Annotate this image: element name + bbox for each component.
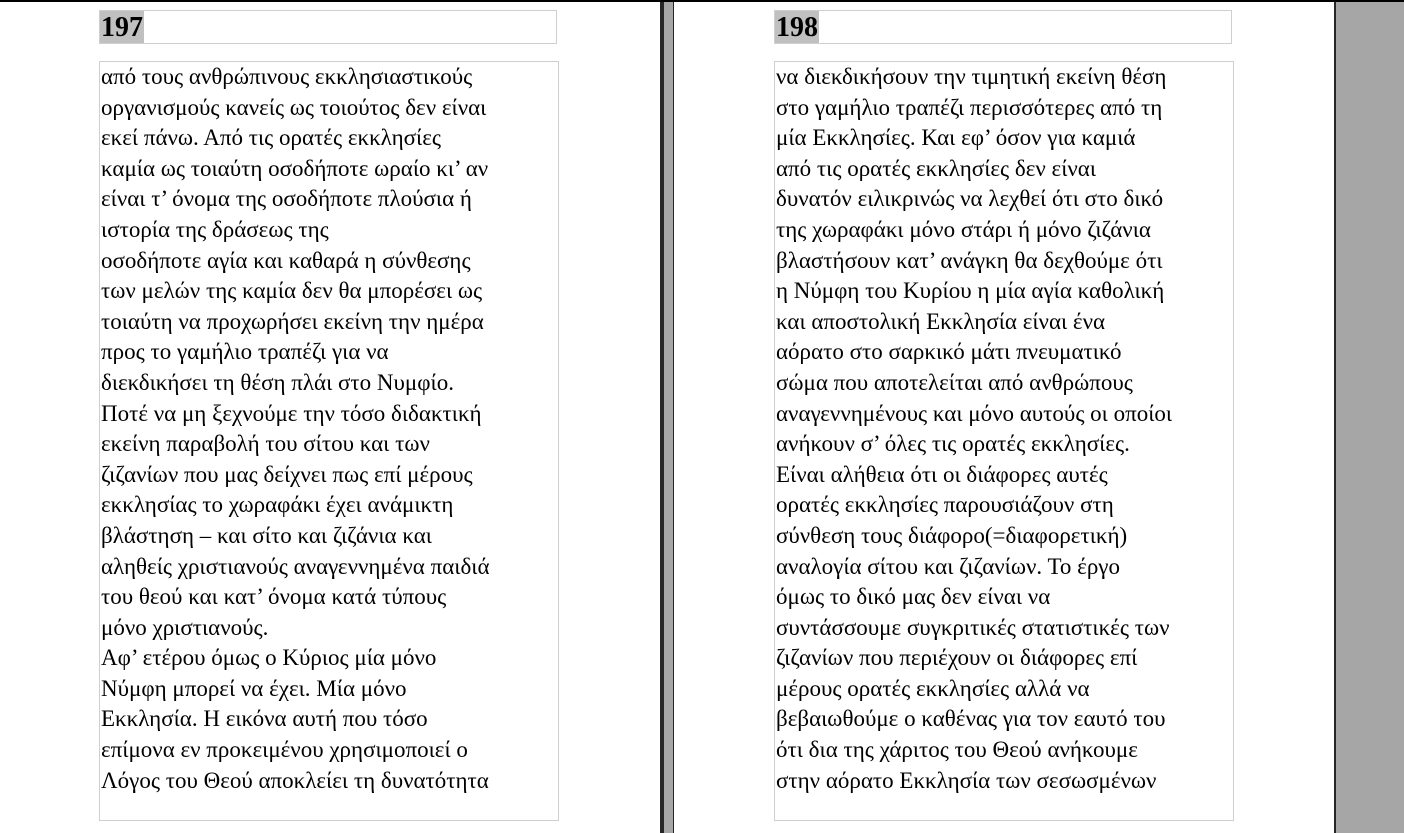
text-line: εκεί πάνω. Από τις ορατές εκκλησίες (101, 125, 441, 151)
page-197 (0, 2, 660, 833)
text-line: από τους ανθρώπινους εκκλησιαστικούς (101, 64, 473, 89)
text-line: βεβαιωθούμε ο καθένας για τον εαυτό του (776, 706, 1166, 732)
text-line: οσοδήποτε αγία και καθαρά η σύνθεσης (101, 247, 471, 273)
text-line: Είναι αλήθεια ότι οι διάφορες αυτές (776, 461, 1108, 487)
text-line: ζιζανίων που περιέχουν οι διάφορες επί (776, 645, 1138, 671)
text-line: εκκλησίας το χωραφάκι έχει ανάμικτη (101, 492, 454, 518)
text-line: των μελών της καμία δεν θα μπορέσει ως (101, 278, 483, 304)
text-line: βλάστηση – και σίτο και ζιζάνια και (101, 522, 432, 548)
text-line: επίμονα εν προκειμένου χρησιμοποιεί ο (101, 737, 468, 763)
page-number: 198 (776, 12, 818, 43)
text-line: να διεκδικήσουν την τιμητική εκείνη θέση (776, 64, 1167, 89)
text-line: της χωραφάκι μόνο στάρι ή μόνο ζιζάνια (776, 216, 1151, 242)
body-text-frame[interactable] (774, 61, 1234, 821)
text-line: αόρατο στο σαρκικό μάτι πνευματικό (776, 339, 1122, 365)
text-line: προς το γαμήλιο τραπέζι για να (101, 339, 389, 365)
text-line: καμία ως τοιαύτη οσοδήποτε ωραίο κι’ αν (101, 155, 489, 181)
page-gutter (660, 2, 674, 833)
text-line: του θεού και κατ’ όνομα κατά τύπους (101, 584, 447, 610)
text-line: σύνθεση τους διάφορο(=διαφορετική) (776, 522, 1128, 548)
body-text-frame[interactable] (99, 61, 559, 821)
text-line: Ποτέ να μη ξεχνούμε την τόσο διδακτική (101, 400, 482, 426)
page-header-frame (774, 10, 1232, 44)
page-number: 197 (101, 12, 143, 43)
text-line: είναι τ’ όνομα της οσοδήποτε πλούσια ή (101, 186, 472, 212)
text-line: Εκκλησία. Η εικόνα αυτή που τόσο (101, 706, 428, 732)
text-line: στην αόρατο Εκκλησία των σεσωσμένων (776, 767, 1157, 793)
text-line: Αφ’ ετέρου όμως ο Κύριος μία μόνο (101, 645, 437, 671)
text-line: συντάσσουμε συγκριτικές στατιστικές των (776, 614, 1170, 640)
text-line: αληθείς χριστιανούς αναγεννημένα παιδιά (101, 553, 490, 579)
text-line: μόνο χριστιανούς. (101, 614, 269, 640)
text-line: η Νύμφη του Κυρίου η μία αγία καθολική (776, 278, 1165, 304)
text-line: μέρους ορατές εκκλησίες αλλά να (776, 675, 1090, 701)
text-line: ζιζανίων που μας δείχνει πως επί μέρους (101, 461, 473, 487)
text-line: αναγεννημένους και μόνο αυτούς οι οποίοι (776, 400, 1173, 426)
text-line: Λόγος του Θεού αποκλείει τη δυνατότητα (101, 767, 489, 793)
viewer-background (1334, 2, 1404, 833)
text-line: ανήκουν σ’ όλες τις ορατές εκκλησίες. (776, 431, 1130, 457)
text-line: δυνατόν ειλικρινώς να λεχθεί ότι στο δικό (776, 186, 1164, 212)
page-header-frame (99, 10, 557, 44)
text-line: αναλογία σίτου και ζιζανίων. Το έργο (776, 553, 1120, 579)
text-line: οργανισμούς κανείς ως τοιούτος δεν είναι (101, 94, 487, 120)
text-line: ορατές εκκλησίες παρουσιάζουν στη (776, 492, 1114, 518)
text-line: Νύμφη μπορεί να έχει. Μία μόνο (101, 675, 407, 701)
text-line: μία Εκκλησίες. Και εφ’ όσον για καμιά (776, 125, 1136, 151)
text-line: και αποστολική Εκκλησία είναι ένα (776, 308, 1106, 334)
page-198 (674, 2, 1334, 833)
text-line: ιστορία της δράσεως της (101, 216, 329, 242)
text-line: σώμα που αποτελείται από ανθρώπους (776, 369, 1133, 395)
text-line: όμως το δικό μας δεν είναι να (776, 584, 1051, 610)
text-line: στο γαμήλιο τραπέζι περισσότερες από τη (776, 94, 1163, 120)
text-line: βλαστήσουν κατ’ ανάγκη θα δεχθούμε ότι (776, 247, 1163, 273)
text-line: διεκδικήσει τη θέση πλάι στο Νυμφίο. (101, 369, 454, 395)
text-line: από τις ορατές εκκλησίες δεν είναι (776, 155, 1097, 181)
text-line: τοιαύτη να προχωρήσει εκείνη την ημέρα (101, 308, 484, 334)
text-line: εκείνη παραβολή του σίτου και των (101, 431, 430, 457)
text-line: ότι δια της χάριτος του Θεού ανήκουμε (776, 737, 1138, 763)
